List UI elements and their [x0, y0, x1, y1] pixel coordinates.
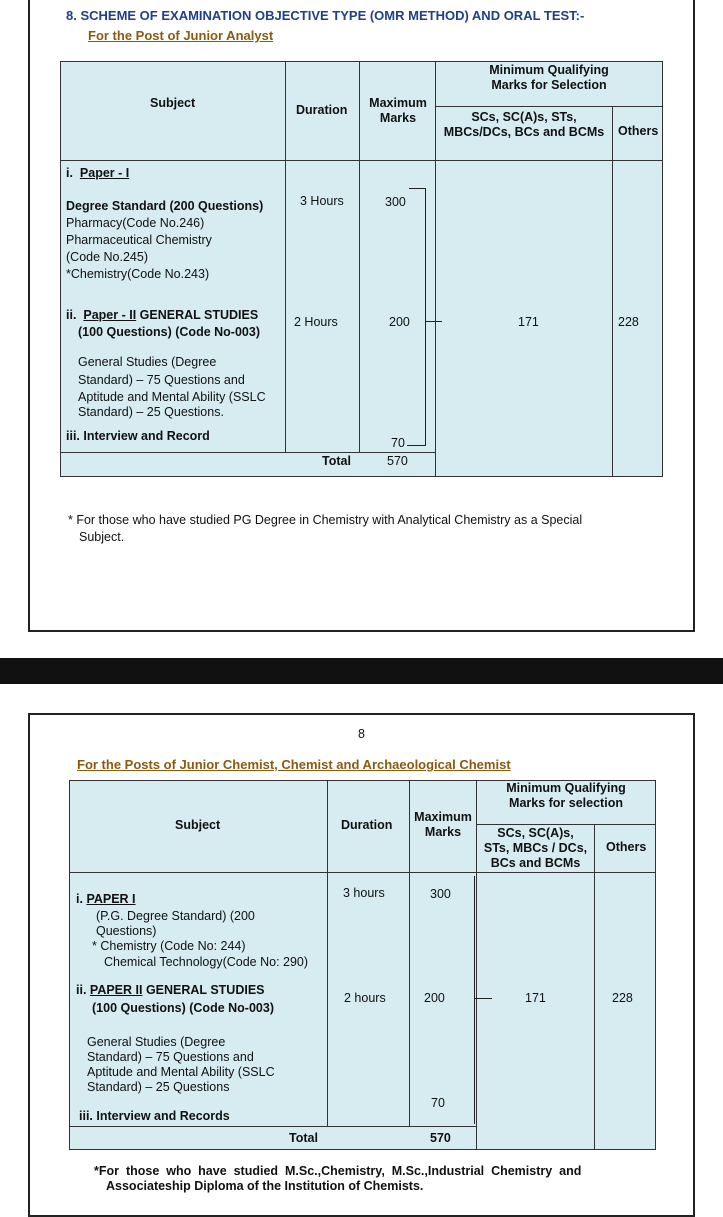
paper2-line1: General Studies (Degree: [87, 1035, 226, 1049]
paper1-line1: (P.G. Degree Standard) (200: [96, 909, 255, 923]
paper2-line4: Standard) – 25 Questions.: [78, 405, 224, 419]
paper1-title: Degree Standard (200 Questions): [66, 199, 264, 213]
footnote: * For those who have studied PG Degree in Chemistry with Analytical Chemistry as a Special: [68, 513, 583, 527]
header-others: Others: [606, 840, 647, 854]
paper1-line4: *Chemistry(Code No.243): [66, 267, 210, 281]
paper2-line3: Aptitude and Mental Ability (SSLC: [78, 390, 266, 404]
footnote-continued: Subject.: [79, 530, 125, 544]
min-marks-sc: 171: [518, 315, 539, 329]
paper1-duration: 3 hours: [343, 886, 385, 900]
paper1-line4: Chemical Technology(Code No: 290): [104, 955, 309, 969]
footnote: *For those who have studied M.Sc.,Chemistry, M.Sc.,Industrial Chemistry and: [94, 1164, 582, 1178]
paper1-marks: 300: [430, 887, 451, 901]
section-heading: 8. SCHEME OF EXAMINATION OBJECTIVE TYPE (OMR METHOD) AND ORAL TEST:-: [66, 8, 585, 23]
header-sc-category: SCs, SC(A)s, STs, MBCs / DCs, BCs and BCMs: [483, 826, 588, 870]
header-subject: Subject: [175, 818, 221, 832]
min-marks-others: 228: [618, 315, 639, 329]
paper1-duration: 3 Hours: [300, 194, 344, 208]
paper1-line1: Pharmacy(Code No.246): [66, 216, 205, 230]
post-title: For the Posts of Junior Chemist, Chemist and Archaeological Chemist: [77, 757, 511, 772]
paper2-marks: 200: [389, 315, 410, 329]
paper2-line2: Standard) – 75 Questions and: [87, 1050, 254, 1064]
paper2-line4: Standard) – 25 Questions: [87, 1080, 230, 1094]
paper2-line3: Aptitude and Mental Ability (SSLC: [87, 1065, 275, 1079]
header-duration: Duration: [341, 818, 393, 832]
header-duration: Duration: [296, 103, 348, 117]
min-marks-sc: 171: [525, 991, 546, 1005]
header-subject: Subject: [150, 96, 196, 110]
paper2-label: ii. PAPER II GENERAL STUDIES: [76, 983, 265, 997]
paper1-label: i. Paper - I: [66, 166, 130, 180]
header-sc-category: SCs, SC(A)s, STs, MBCs/DCs, BCs and BCMs: [443, 110, 605, 139]
paper1-line3: * Chemistry (Code No: 244): [92, 939, 246, 953]
paper2-label: ii. Paper - II GENERAL STUDIES: [66, 308, 259, 322]
min-marks-others: 228: [612, 991, 633, 1005]
total-label: Total: [322, 454, 351, 468]
total-label: Total: [289, 1131, 318, 1145]
paper1-line2: Questions): [96, 924, 157, 938]
paper2-line2: Standard) – 75 Questions and: [78, 373, 245, 387]
paper1-line3: (Code No.245): [66, 250, 148, 264]
total-value: 570: [430, 1131, 451, 1145]
paper2-line1: General Studies (Degree: [78, 355, 217, 369]
interview-marks: 70: [431, 1096, 445, 1110]
post-title: For the Post of Junior Analyst: [88, 28, 274, 43]
paper1-marks: 300: [385, 195, 406, 209]
header-max-marks: Maximum Marks: [414, 810, 472, 839]
interview-label: iii. Interview and Record: [66, 429, 210, 443]
total-value: 570: [387, 454, 408, 468]
paper2-title2: (100 Questions) (Code No-003): [92, 1001, 274, 1015]
paper1-line2: Pharmaceutical Chemistry: [66, 233, 212, 247]
header-others: Others: [618, 124, 659, 138]
page-separator: [0, 658, 723, 684]
interview-label: iii. Interview and Records: [79, 1109, 230, 1123]
paper2-duration: 2 Hours: [294, 315, 338, 329]
paper2-title2: (100 Questions) (Code No-003): [78, 325, 260, 339]
footnote-continued: Associateship Diploma of the Institution of Chemists.: [106, 1179, 424, 1193]
paper2-marks: 200: [424, 991, 445, 1005]
interview-marks: 70: [391, 436, 405, 450]
page-number: 8: [358, 727, 365, 741]
header-min-qualifying: Minimum Qualifying Marks for selection: [506, 781, 626, 810]
header-min-qualifying: Minimum Qualifying Marks for Selection: [489, 63, 609, 92]
paper2-duration: 2 hours: [344, 991, 386, 1005]
paper1-label: i. PAPER I: [76, 892, 136, 906]
header-max-marks: Maximum Marks: [369, 96, 427, 125]
